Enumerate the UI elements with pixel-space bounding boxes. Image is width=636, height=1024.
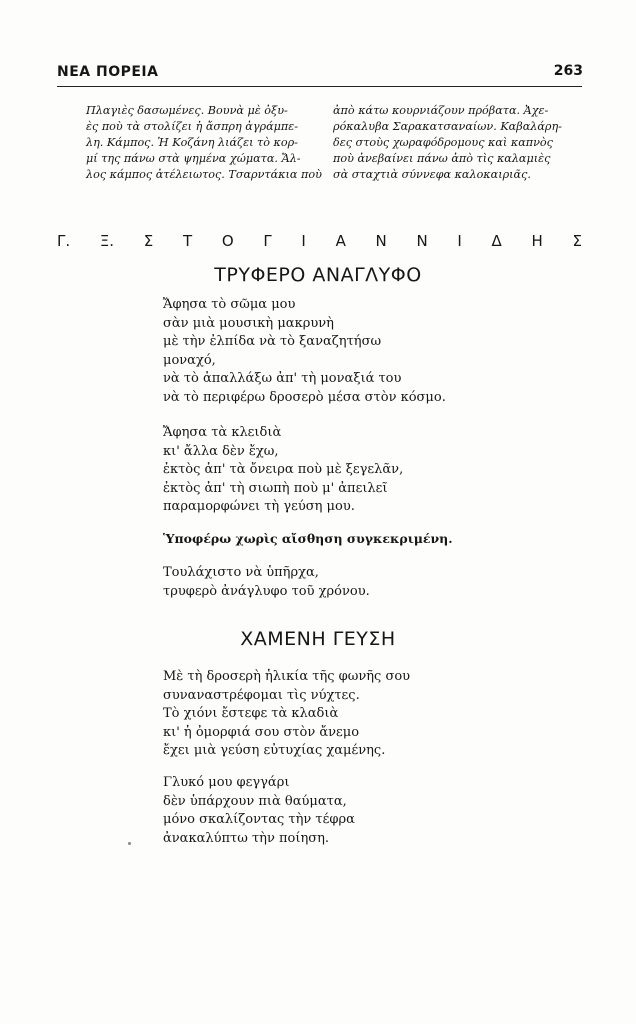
verse-line: Τὸ χιόνι ἔστεφε τὰ κλαδιὰ xyxy=(163,706,339,721)
verse-line: ἀνακαλύπτω τὴν ποίηση. xyxy=(163,830,330,846)
poem-stanza xyxy=(163,774,355,848)
verse-line: ἐκτὸς ἀπ' τὰ ὄνειρα ποὺ μὲ ξεγελᾶν, xyxy=(163,462,404,477)
prose-column-left xyxy=(86,103,322,183)
author-letter: Η xyxy=(531,232,543,250)
verse-line: νὰ τὸ περιφέρω δροσερὸ μέσα στὸν κόσμο. xyxy=(163,389,446,405)
verse-line: ἐκτὸς ἀπ' τὴ σιωπὴ ποὺ μ' ἀπειλεῖ xyxy=(163,480,388,496)
verse-line: Γλυκό μου φεγγάρι xyxy=(163,775,290,790)
author-letter: Ι xyxy=(301,232,306,250)
verse-line: παραμορφώνει τὴ γεύση μου. xyxy=(163,499,355,514)
prose-line: ρόκαλυβα Σαρακατσαναίων. Καβαλάρη- xyxy=(333,120,562,133)
prose-line: ἀπὸ κάτω κουρνιάζουν πρόβατα. Ἀχε- xyxy=(333,104,549,117)
running-title: ΝΕΑ ΠΟΡΕΙΑ xyxy=(57,64,159,80)
verse-line: συναναστρέφομαι τὶς νύχτες. xyxy=(163,687,360,703)
poem-stanza xyxy=(163,564,370,601)
prose-column-right xyxy=(333,103,579,183)
author-name xyxy=(57,232,582,250)
verse-line: Τουλάχιστο νὰ ὑπῆρχα, xyxy=(163,565,319,580)
author-letter: Σ xyxy=(143,232,154,250)
prose-line: ποὺ ἀνεβαίνει πάνω ἀπὸ τὶς καλαμιὲς xyxy=(333,152,551,165)
print-speck xyxy=(128,842,131,845)
verse-line: Μὲ τὴ δροσερὴ ἡλικία τῆς φωνῆς σου xyxy=(163,669,411,684)
verse-line: νὰ τὸ ἀπαλλάξω ἀπ' τὴ μοναξιά του xyxy=(163,371,402,386)
prose-line: ὲς ποὺ τὰ στολίζει ἡ ἄσπρη ἀγράμπε- xyxy=(86,120,299,133)
poem-title: ΧΑΜΕΝΗ ΓΕΥΣΗ xyxy=(240,628,396,650)
prose-line: λη. Κάμπος. Ἡ Κοζάνη λιάζει τὸ κορ- xyxy=(86,136,298,149)
author-letter: Α xyxy=(335,232,346,250)
author-letter: Γ. xyxy=(57,232,71,250)
verse-line: σὰν μιὰ μουσικὴ μακρυνὴ xyxy=(163,315,334,331)
poem-title: ΤΡΥΦΕΡΟ ΑΝΑΓΛΥΦΟ xyxy=(214,264,422,286)
author-letter: Γ xyxy=(263,232,272,250)
prose-line: μί της πάνω στὰ ψημένα χώματα. Ἄλ- xyxy=(86,152,301,165)
verse-line: κι' ἄλλα δὲν ἔχω, xyxy=(163,443,279,459)
poem-stanza xyxy=(163,530,453,549)
poem-stanza xyxy=(163,668,410,761)
author-letter: Ξ. xyxy=(99,232,115,250)
author-letter: Ν xyxy=(375,232,387,250)
prose-line: Πλαγιὲς δασωμένες. Βουνὰ μὲ ὀξυ- xyxy=(86,104,288,117)
poem-stanza xyxy=(163,296,446,407)
author-letter: Ο xyxy=(221,232,234,250)
prose-line: σὰ σταχτιὰ σύννεφα καλοκαιριᾶς. xyxy=(333,168,531,181)
verse-line: δὲν ὑπάρχουν πιὰ θαύματα, xyxy=(163,793,347,809)
verse-line: μοναχό, xyxy=(163,352,216,368)
prose-line: δες στοὺς χωραφόδρομους καὶ καπνὸς xyxy=(333,136,553,149)
verse-line: Ὑποφέρω χωρὶς αἴσθηση συγκεκριμένη. xyxy=(163,531,453,546)
verse-line: μὲ τὴν ἐλπίδα νὰ τὸ ξαναζητήσω xyxy=(163,334,382,349)
verse-line: Ἄφησα τὸ σῶμα μου xyxy=(163,297,296,312)
author-letter: Ι xyxy=(457,232,462,250)
verse-line: Ἄφησα τὰ κλειδιὰ xyxy=(163,425,282,440)
header-divider xyxy=(57,86,582,87)
verse-line: κι' ἡ ὀμορφιά σου στὸν ἄνεμο xyxy=(163,724,360,740)
author-letter: Ν xyxy=(416,232,428,250)
page-number: 263 xyxy=(553,63,583,79)
author-letter: Σ xyxy=(572,232,582,250)
verse-line: ἔχει μιὰ γεύση εὐτυχίας χαμένης. xyxy=(163,743,386,758)
author-letter: Τ xyxy=(182,232,193,250)
author-letter: Δ xyxy=(491,232,502,250)
verse-line: τρυφερὸ ἀνάγλυφο τοῦ χρόνου. xyxy=(163,583,370,599)
poem-stanza xyxy=(163,424,403,517)
verse-line: μόνο σκαλίζοντας τὴν τέφρα xyxy=(163,812,355,827)
prose-line: λος κάμπος ἀτέλειωτος. Τσαρντάκια ποὺ xyxy=(86,168,322,181)
